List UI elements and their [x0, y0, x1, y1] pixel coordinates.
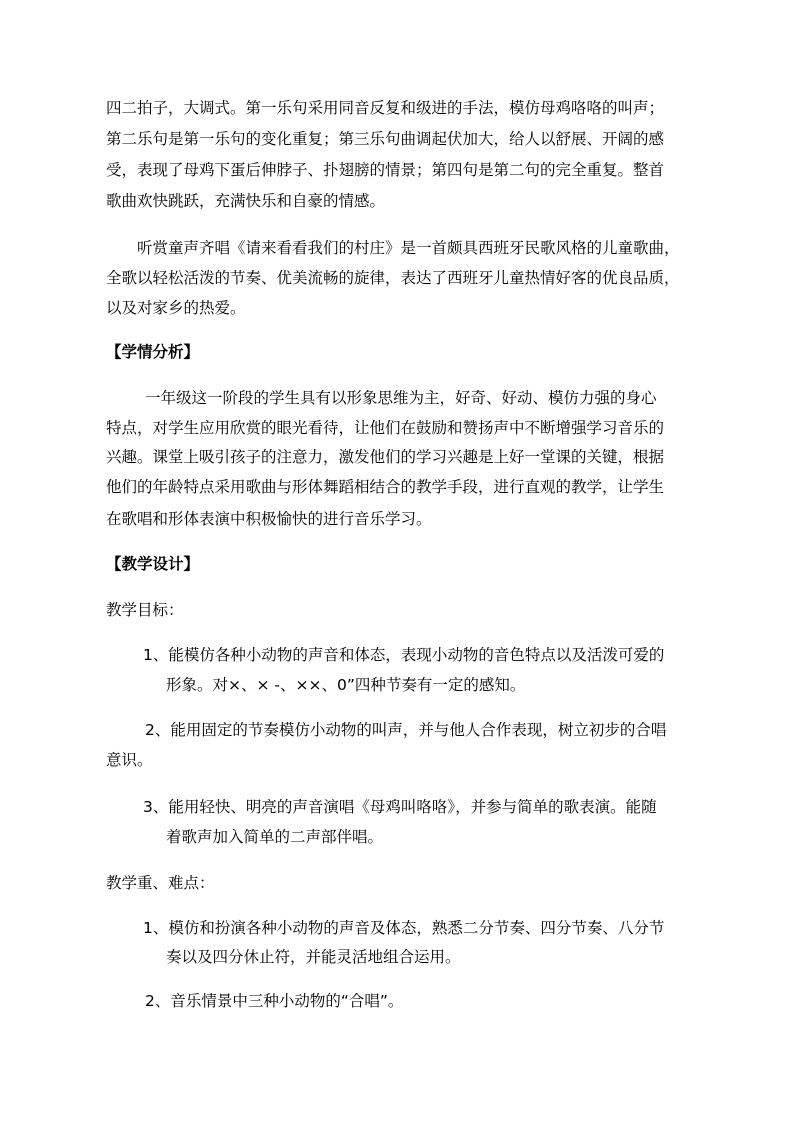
goal-item-3-continued: 着歌声加入简单的二声部伴唱。	[166, 828, 384, 846]
paragraph-line: 歌曲欢快跳跃，充满快乐和自豪的情感。	[106, 192, 386, 210]
paragraph-line: 一年级这一阶段的学生具有以形象思维为主，好奇、好动、模仿力强的身心	[145, 389, 657, 407]
paragraph-line: 兴趣。课堂上吸引孩子的注意力，激发他们的学习兴趣是上好一堂课的关键，根据	[106, 448, 665, 466]
paragraph-line: 听赏童声齐唱《请来看看我们的村庄》是一首颇具西班牙民歌风格的儿童歌曲，	[137, 239, 680, 257]
paragraph-line: 第二乐句是第一乐句的变化重复；第三乐句曲调起伏加大，给人以舒展、开阔的感	[106, 130, 665, 148]
key-point-1-continued: 奏以及四分休止符，并能灵活地组合运用。	[166, 948, 461, 966]
paragraph-line: 四二拍子，大调式。第一乐句采用同音反复和级进的手法，模仿母鸡咯咯的叫声；	[106, 99, 665, 117]
paragraph-line: 全歌以轻松活泼的节奏、优美流畅的旋律，表达了西班牙儿童热情好客的优良品质，	[106, 269, 680, 287]
goals-label: 教学目标：	[106, 601, 184, 619]
goal-item-1: 1、能模仿各种小动物的声音和体态，表现小动物的音色特点以及活泼可爱的	[143, 646, 665, 664]
goal-item-3: 3、能用轻快、明亮的声音演唱《母鸡叫咯咯》，并参与简单的歌表演。能随	[143, 798, 657, 816]
section-heading-student-analysis: 【学情分析】	[106, 343, 200, 361]
goal-item-2: 2、能用固定的节奏模仿小动物的叫声，并与他人合作表现，树立初步的合唱	[145, 721, 667, 739]
goal-item-1-continued: 形象。对×、× -、××、0”四种节奏有一定的感知。	[166, 676, 526, 694]
key-point-1: 1、模仿和扮演各种小动物的声音及体态，熟悉二分节奏、四分节奏、八分节	[143, 919, 665, 937]
paragraph-line: 特点，对学生应用欣赏的眼光看待，让他们在鼓励和赞扬声中不断增强学习音乐的	[106, 419, 665, 437]
key-points-label: 教学重、难点：	[106, 874, 215, 892]
goal-item-2-continued: 意识。	[106, 751, 153, 769]
paragraph-line: 他们的年龄特点采用歌曲与形体舞蹈相结合的教学手段，进行直观的教学，让学生	[106, 478, 665, 496]
section-heading-teaching-design: 【教学设计】	[106, 555, 200, 573]
key-point-2: 2、音乐情景中三种小动物的“合唱”。	[145, 992, 404, 1010]
paragraph-line: 在歌唱和形体表演中积极愉快的进行音乐学习。	[106, 510, 432, 528]
paragraph-line: 以及对家乡的热爱。	[106, 299, 246, 317]
paragraph-line: 受，表现了母鸡下蛋后伸脖子、扑翅膀的情景；第四句是第二句的完全重复。整首	[106, 161, 665, 179]
